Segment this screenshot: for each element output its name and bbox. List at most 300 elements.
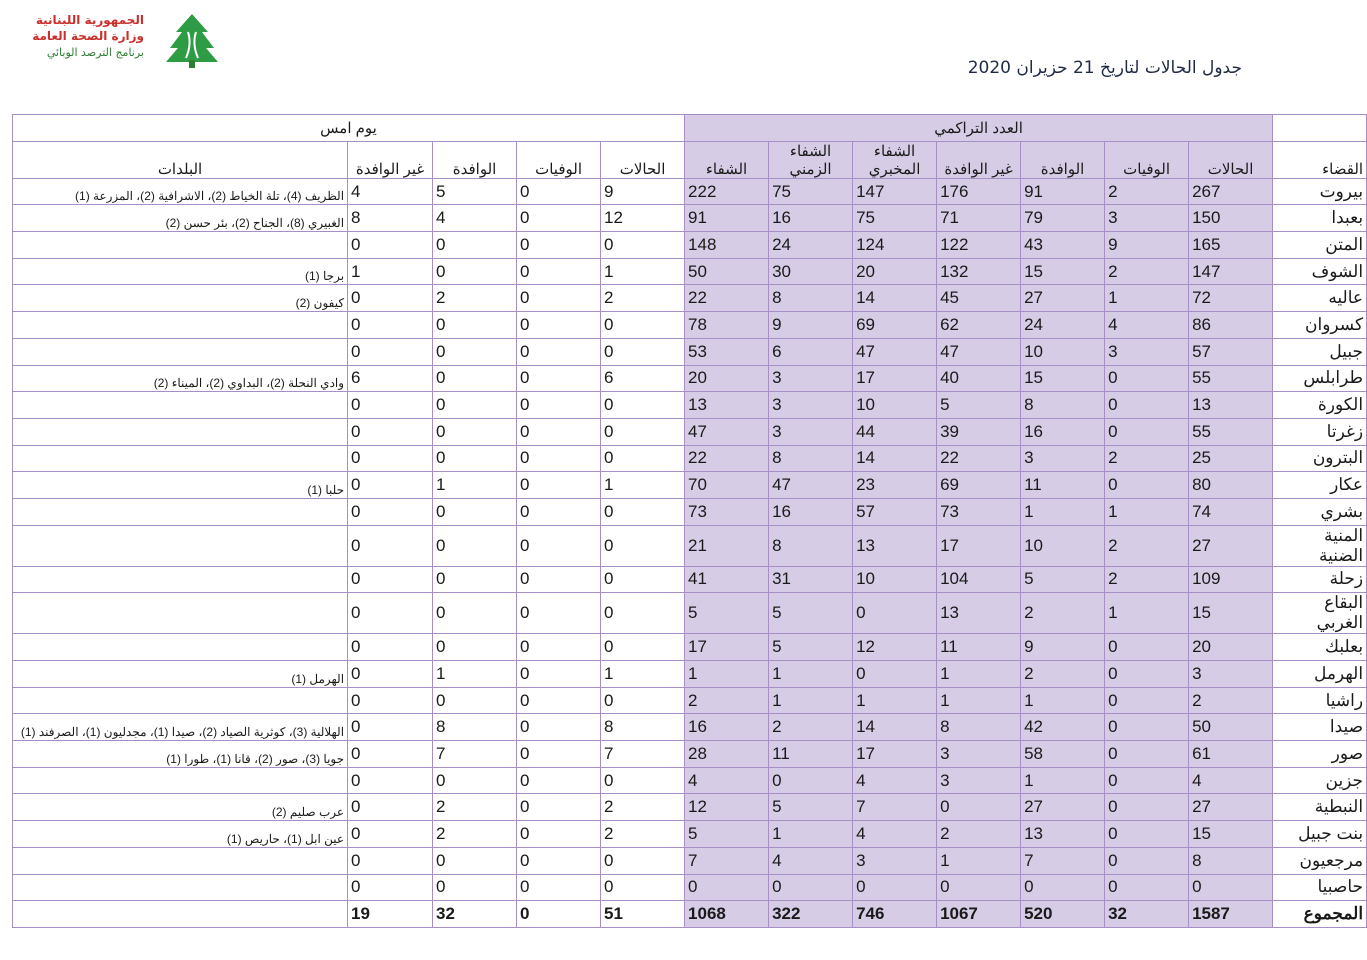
time-recovery-cell: 9: [769, 312, 853, 339]
towns-cell: [13, 634, 348, 661]
deaths-cell: 1: [1105, 498, 1189, 525]
non-imported-cell: 2: [937, 821, 1021, 848]
imported-cell: 24: [1021, 312, 1105, 339]
recovery-cell: 222: [685, 178, 769, 205]
time-recovery-cell: 5: [769, 593, 853, 634]
non-imported-cell: 0: [937, 794, 1021, 821]
lab-recovery-cell: 7: [853, 794, 937, 821]
towns-cell: [13, 767, 348, 794]
lab-recovery-cell: 4: [853, 767, 937, 794]
imported-cell: 11: [1021, 472, 1105, 499]
lab-recovery-cell: 1: [853, 687, 937, 714]
imported-cell: 3: [1021, 445, 1105, 472]
recovery-cell: 7: [685, 847, 769, 874]
lab-recovery-cell: 20: [853, 258, 937, 285]
yesterday-cases-cell: 0: [601, 392, 685, 419]
imported-cell: 16: [1021, 418, 1105, 445]
cases-cell: 13: [1189, 392, 1273, 419]
recovery-cell: 2: [685, 687, 769, 714]
recovery-cell: 22: [685, 285, 769, 312]
yesterday-deaths-cell: 0: [517, 847, 601, 874]
district-cell: المنية الضنية: [1273, 525, 1367, 566]
lab-recovery-header: [853, 141, 937, 178]
recovery-cell: 78: [685, 312, 769, 339]
non-imported-cell: 122: [937, 232, 1021, 259]
cedar-icon: [162, 10, 222, 70]
district-cell: بشري: [1273, 498, 1367, 525]
cases-cell: 150: [1189, 205, 1273, 232]
table-row: [13, 205, 1367, 232]
yesterday-deaths-cell: 0: [517, 661, 601, 688]
yesterday-imported-cell: 0: [433, 634, 517, 661]
deaths-cell: 0: [1105, 767, 1189, 794]
cases-cell: 15: [1189, 593, 1273, 634]
time-recovery-cell: 30: [769, 258, 853, 285]
table-row: [13, 794, 1367, 821]
yesterday-cases-cell: 8: [601, 714, 685, 741]
cases-cell: 27: [1189, 794, 1273, 821]
yesterday-deaths-cell: 0: [517, 593, 601, 634]
yesterday-imported-cell: 0: [433, 232, 517, 259]
table-row: [13, 232, 1367, 259]
cases-cell: 0: [1189, 874, 1273, 901]
logo-republic-text: الجمهورية اللبنانية: [35, 13, 144, 27]
table-row: [13, 661, 1367, 688]
yesterday-deaths-cell: 0: [517, 498, 601, 525]
towns-cell: [13, 338, 348, 365]
recovery-cell: 47: [685, 418, 769, 445]
time-recovery-cell: 3: [769, 418, 853, 445]
lab-recovery-cell: 0: [853, 593, 937, 634]
recovery-cell: 70: [685, 472, 769, 499]
deaths-cell: 0: [1105, 392, 1189, 419]
time-recovery-cell: 47: [769, 472, 853, 499]
deaths-cell: 3: [1105, 338, 1189, 365]
time-recovery-cell: 16: [769, 498, 853, 525]
time-recovery-line2: الزمني: [789, 160, 832, 178]
lab-recovery-cell: 44: [853, 418, 937, 445]
non-imported-cell: 13: [937, 593, 1021, 634]
yesterday-non-imported-cell: 0: [348, 312, 433, 339]
lab-recovery-cell: 47: [853, 338, 937, 365]
cases-cell: 165: [1189, 232, 1273, 259]
deaths-cell: 0: [1105, 847, 1189, 874]
yesterday-imported-cell: 2: [433, 285, 517, 312]
deaths-cell: 0: [1105, 661, 1189, 688]
lab-recovery-cell: 75: [853, 205, 937, 232]
lab-recovery-cell: 14: [853, 714, 937, 741]
yesterday-non-imported-cell: 0: [348, 498, 433, 525]
yesterday-non-imported-cell: 0: [348, 847, 433, 874]
recovery-cell: 5: [685, 593, 769, 634]
yesterday-non-imported-cell: 0: [348, 472, 433, 499]
deaths-cell: 2: [1105, 178, 1189, 205]
time-recovery-cell: 16: [769, 205, 853, 232]
deaths-cell: 9: [1105, 232, 1189, 259]
table-row: [13, 687, 1367, 714]
imported-cell: 58: [1021, 741, 1105, 768]
yesterday-deaths-cell: 0: [517, 741, 601, 768]
yesterday-deaths-cell: 0: [517, 338, 601, 365]
towns-cell: عرب صليم (2): [13, 794, 348, 821]
logo-program-text: برنامج الترصد الوبائي: [46, 46, 144, 59]
yesterday-imported-cell: 0: [433, 365, 517, 392]
imported-cell: 13: [1021, 821, 1105, 848]
lab-recovery-cell: 14: [853, 285, 937, 312]
table-row: [13, 498, 1367, 525]
cases-cell: 86: [1189, 312, 1273, 339]
yesterday-non-imported-cell: 0: [348, 338, 433, 365]
district-cell: الكورة: [1273, 392, 1367, 419]
yesterday-non-imported-cell: 0: [348, 285, 433, 312]
non-imported-cell: 47: [937, 338, 1021, 365]
yesterday-imported-cell: 0: [433, 687, 517, 714]
yesterday-deaths-cell: 0: [517, 232, 601, 259]
towns-cell: [13, 847, 348, 874]
deaths-cell: 1: [1105, 593, 1189, 634]
deaths-cell: 2: [1105, 525, 1189, 566]
yesterday-non-imported-cell: 0: [348, 661, 433, 688]
towns-cell: [13, 392, 348, 419]
yesterday-imported-cell: 0: [433, 392, 517, 419]
district-cell: النبطية: [1273, 794, 1367, 821]
imported-cell: 15: [1021, 365, 1105, 392]
yesterday-deaths-cell: 0: [517, 687, 601, 714]
table-row: [13, 365, 1367, 392]
table-row: [13, 821, 1367, 848]
lab-recovery-cell: 746: [853, 901, 937, 928]
cases-cell: 4: [1189, 767, 1273, 794]
deaths-cell: 0: [1105, 472, 1189, 499]
logo-ministry-text: وزارة الصحة العامة: [32, 29, 144, 43]
time-recovery-header: [769, 141, 853, 178]
non-imported-cell: 1: [937, 847, 1021, 874]
district-cell: الهرمل: [1273, 661, 1367, 688]
imported-cell: 1: [1021, 687, 1105, 714]
yesterday-cases-cell: 0: [601, 767, 685, 794]
yesterday-deaths-cell: 0: [517, 821, 601, 848]
lab-recovery-line2: المخبري: [868, 160, 921, 178]
yesterday-cases-cell: 0: [601, 312, 685, 339]
towns-cell: الظريف (4)، تلة الخياط (2)، الاشرافية (2)، المزرعة (1): [13, 178, 348, 205]
time-recovery-cell: 31: [769, 566, 853, 593]
yesterday-cases-cell: 9: [601, 178, 685, 205]
district-cell: بعلبك: [1273, 634, 1367, 661]
recovery-cell: 73: [685, 498, 769, 525]
yesterday-non-imported-cell: 4: [348, 178, 433, 205]
time-recovery-cell: 75: [769, 178, 853, 205]
imported-cell: 1: [1021, 498, 1105, 525]
non-imported-cell: 0: [937, 874, 1021, 901]
towns-cell: [13, 498, 348, 525]
time-recovery-cell: 0: [769, 874, 853, 901]
lab-recovery-cell: 13: [853, 525, 937, 566]
district-cell: مرجعيون: [1273, 847, 1367, 874]
towns-cell: الغبيري (8)، الجناح (2)، بئر حسن (2): [13, 205, 348, 232]
cases-cell: 2: [1189, 687, 1273, 714]
yesterday-deaths-cell: 0: [517, 365, 601, 392]
deaths-cell: 0: [1105, 714, 1189, 741]
yesterday-deaths-cell: 0: [517, 794, 601, 821]
recovery-cell: 91: [685, 205, 769, 232]
towns-cell: [13, 445, 348, 472]
yesterday-imported-cell: 7: [433, 741, 517, 768]
time-recovery-cell: 5: [769, 634, 853, 661]
yesterday-non-imported-cell: 0: [348, 634, 433, 661]
yesterday-non-imported-cell: 0: [348, 418, 433, 445]
yesterday-imported-cell: 0: [433, 847, 517, 874]
table-row: [13, 767, 1367, 794]
table-row: [13, 418, 1367, 445]
deaths-cell: 0: [1105, 794, 1189, 821]
time-recovery-cell: 322: [769, 901, 853, 928]
time-recovery-cell: 8: [769, 445, 853, 472]
yesterday-deaths-cell: 0: [517, 285, 601, 312]
imported-header: الوافدة: [1021, 141, 1105, 178]
imported-cell: 27: [1021, 794, 1105, 821]
yesterday-imported-cell: 0: [433, 445, 517, 472]
deaths-cell: 0: [1105, 634, 1189, 661]
time-recovery-cell: 0: [769, 767, 853, 794]
non-imported-cell: 132: [937, 258, 1021, 285]
imported-cell: 0: [1021, 874, 1105, 901]
imported-cell: 43: [1021, 232, 1105, 259]
district-cell: جبيل: [1273, 338, 1367, 365]
district-cell: البقاع الغربي: [1273, 593, 1367, 634]
time-recovery-cell: 24: [769, 232, 853, 259]
district-cell: طرابلس: [1273, 365, 1367, 392]
district-cell: المجموع: [1273, 901, 1367, 928]
yesterday-deaths-cell: 0: [517, 418, 601, 445]
yesterday-cases-cell: 6: [601, 365, 685, 392]
yesterday-non-imported-cell: 0: [348, 525, 433, 566]
towns-cell: [13, 525, 348, 566]
towns-cell: برجا (1): [13, 258, 348, 285]
cases-cell: 109: [1189, 566, 1273, 593]
recovery-cell: 16: [685, 714, 769, 741]
yesterday-imported-cell: 0: [433, 525, 517, 566]
cases-cell: 267: [1189, 178, 1273, 205]
yesterday-cases-cell: 1: [601, 258, 685, 285]
district-header: القضاء: [1273, 141, 1367, 178]
cases-cell: 1587: [1189, 901, 1273, 928]
yesterday-imported-cell: 0: [433, 338, 517, 365]
yesterday-deaths-cell: 0: [517, 566, 601, 593]
yesterday-imported-cell: 1: [433, 661, 517, 688]
yesterday-deaths-cell: 0: [517, 901, 601, 928]
yesterday-group-header: يوم امس: [13, 115, 685, 142]
yesterday-deaths-header: الوفيات: [517, 141, 601, 178]
lab-recovery-cell: 14: [853, 445, 937, 472]
lab-recovery-line1: الشفاء: [873, 142, 916, 160]
cases-cell: 8: [1189, 847, 1273, 874]
yesterday-cases-cell: 1: [601, 472, 685, 499]
district-cell: صيدا: [1273, 714, 1367, 741]
yesterday-cases-cell: 0: [601, 874, 685, 901]
lab-recovery-cell: 69: [853, 312, 937, 339]
non-imported-cell: 3: [937, 767, 1021, 794]
recovery-cell: 148: [685, 232, 769, 259]
imported-cell: 8: [1021, 392, 1105, 419]
cases-cell: 74: [1189, 498, 1273, 525]
non-imported-cell: 71: [937, 205, 1021, 232]
district-group-cell: [1273, 115, 1367, 142]
district-cell: بنت جبيل: [1273, 821, 1367, 848]
time-recovery-cell: 11: [769, 741, 853, 768]
lab-recovery-cell: 3: [853, 847, 937, 874]
cases-cell: 50: [1189, 714, 1273, 741]
cases-cell: 57: [1189, 338, 1273, 365]
cases-cell: 20: [1189, 634, 1273, 661]
time-recovery-cell: 8: [769, 525, 853, 566]
cases-cell: 72: [1189, 285, 1273, 312]
imported-cell: 2: [1021, 661, 1105, 688]
yesterday-cases-header: الحالات: [601, 141, 685, 178]
recovery-cell: 13: [685, 392, 769, 419]
district-cell: بيروت: [1273, 178, 1367, 205]
non-imported-cell: 104: [937, 566, 1021, 593]
yesterday-non-imported-cell: 0: [348, 874, 433, 901]
yesterday-deaths-cell: 0: [517, 392, 601, 419]
yesterday-imported-cell: 0: [433, 258, 517, 285]
lab-recovery-cell: 0: [853, 874, 937, 901]
recovery-cell: 22: [685, 445, 769, 472]
non-imported-cell: 1: [937, 661, 1021, 688]
deaths-cell: 0: [1105, 687, 1189, 714]
yesterday-deaths-cell: 0: [517, 767, 601, 794]
imported-cell: 15: [1021, 258, 1105, 285]
time-recovery-cell: 5: [769, 794, 853, 821]
yesterday-cases-cell: 0: [601, 418, 685, 445]
yesterday-imported-cell: 2: [433, 821, 517, 848]
table-row: [13, 593, 1367, 634]
cases-cell: 55: [1189, 365, 1273, 392]
imported-cell: 5: [1021, 566, 1105, 593]
recovery-cell: 4: [685, 767, 769, 794]
table-body: [13, 178, 1367, 927]
recovery-cell: 1068: [685, 901, 769, 928]
yesterday-imported-cell: 0: [433, 593, 517, 634]
recovery-cell: 12: [685, 794, 769, 821]
yesterday-imported-cell: 0: [433, 566, 517, 593]
imported-cell: 2: [1021, 593, 1105, 634]
towns-cell: كيفون (2): [13, 285, 348, 312]
non-imported-cell: 40: [937, 365, 1021, 392]
yesterday-non-imported-cell: 0: [348, 445, 433, 472]
yesterday-cases-cell: 0: [601, 847, 685, 874]
non-imported-header: غير الوافدة: [937, 141, 1021, 178]
table-row: [13, 634, 1367, 661]
towns-cell: [13, 874, 348, 901]
district-cell: زغرتا: [1273, 418, 1367, 445]
lab-recovery-cell: 10: [853, 566, 937, 593]
towns-cell: [13, 232, 348, 259]
table-row: [13, 312, 1367, 339]
district-cell: الشوف: [1273, 258, 1367, 285]
yesterday-imported-cell: 0: [433, 874, 517, 901]
imported-cell: 9: [1021, 634, 1105, 661]
yesterday-cases-cell: 0: [601, 232, 685, 259]
yesterday-imported-cell: 1: [433, 472, 517, 499]
yesterday-imported-cell: 0: [433, 418, 517, 445]
yesterday-cases-cell: 7: [601, 741, 685, 768]
recovery-cell: 5: [685, 821, 769, 848]
yesterday-imported-cell: 8: [433, 714, 517, 741]
yesterday-imported-cell: 0: [433, 498, 517, 525]
table-row: [13, 874, 1367, 901]
district-cell: حاصبيا: [1273, 874, 1367, 901]
deaths-cell: 2: [1105, 258, 1189, 285]
imported-cell: 79: [1021, 205, 1105, 232]
table-row: [13, 472, 1367, 499]
district-cell: عاليه: [1273, 285, 1367, 312]
non-imported-cell: 11: [937, 634, 1021, 661]
towns-cell: جويا (3)، صور (2)، قانا (1)، طورا (1): [13, 741, 348, 768]
deaths-cell: 32: [1105, 901, 1189, 928]
yesterday-cases-cell: 0: [601, 687, 685, 714]
page-title: جدول الحالات لتاريخ 21 حزيران 2020: [967, 58, 1242, 78]
time-recovery-cell: 8: [769, 285, 853, 312]
ministry-logo: [14, 10, 214, 70]
imported-cell: 42: [1021, 714, 1105, 741]
cases-cell: 25: [1189, 445, 1273, 472]
time-recovery-cell: 4: [769, 847, 853, 874]
yesterday-non-imported-cell: 0: [348, 566, 433, 593]
cases-cell: 3: [1189, 661, 1273, 688]
table-row: [13, 338, 1367, 365]
towns-cell: وادي النحلة (2)، البداوي (2)، الميناء (2): [13, 365, 348, 392]
non-imported-cell: 8: [937, 714, 1021, 741]
cases-cell: 61: [1189, 741, 1273, 768]
imported-cell: 520: [1021, 901, 1105, 928]
lab-recovery-cell: 147: [853, 178, 937, 205]
yesterday-cases-cell: 0: [601, 338, 685, 365]
non-imported-cell: 5: [937, 392, 1021, 419]
time-recovery-cell: 2: [769, 714, 853, 741]
towns-cell: عين ابل (1)، حاريص (1): [13, 821, 348, 848]
cases-cell: 15: [1189, 821, 1273, 848]
towns-cell: [13, 901, 348, 928]
yesterday-non-imported-cell: 0: [348, 687, 433, 714]
yesterday-non-imported-cell: 0: [348, 232, 433, 259]
cumulative-group-header: العدد التراكمي: [685, 115, 1273, 142]
yesterday-non-imported-cell: 1: [348, 258, 433, 285]
cases-cell: 147: [1189, 258, 1273, 285]
deaths-cell: 3: [1105, 205, 1189, 232]
lab-recovery-cell: 0: [853, 661, 937, 688]
table-row: [13, 178, 1367, 205]
lab-recovery-cell: 17: [853, 365, 937, 392]
yesterday-non-imported-cell: 0: [348, 714, 433, 741]
yesterday-cases-cell: 2: [601, 821, 685, 848]
cases-cell: 80: [1189, 472, 1273, 499]
column-header-row: [13, 141, 1367, 178]
district-cell: كسروان: [1273, 312, 1367, 339]
table-row: [13, 741, 1367, 768]
towns-cell: [13, 687, 348, 714]
yesterday-deaths-cell: 0: [517, 874, 601, 901]
table-row: [13, 392, 1367, 419]
non-imported-cell: 62: [937, 312, 1021, 339]
yesterday-deaths-cell: 0: [517, 634, 601, 661]
time-recovery-cell: 1: [769, 821, 853, 848]
towns-cell: [13, 566, 348, 593]
district-cell: زحلة: [1273, 566, 1367, 593]
lab-recovery-cell: 12: [853, 634, 937, 661]
yesterday-imported-cell: 5: [433, 178, 517, 205]
lab-recovery-cell: 4: [853, 821, 937, 848]
yesterday-imported-cell: 0: [433, 767, 517, 794]
